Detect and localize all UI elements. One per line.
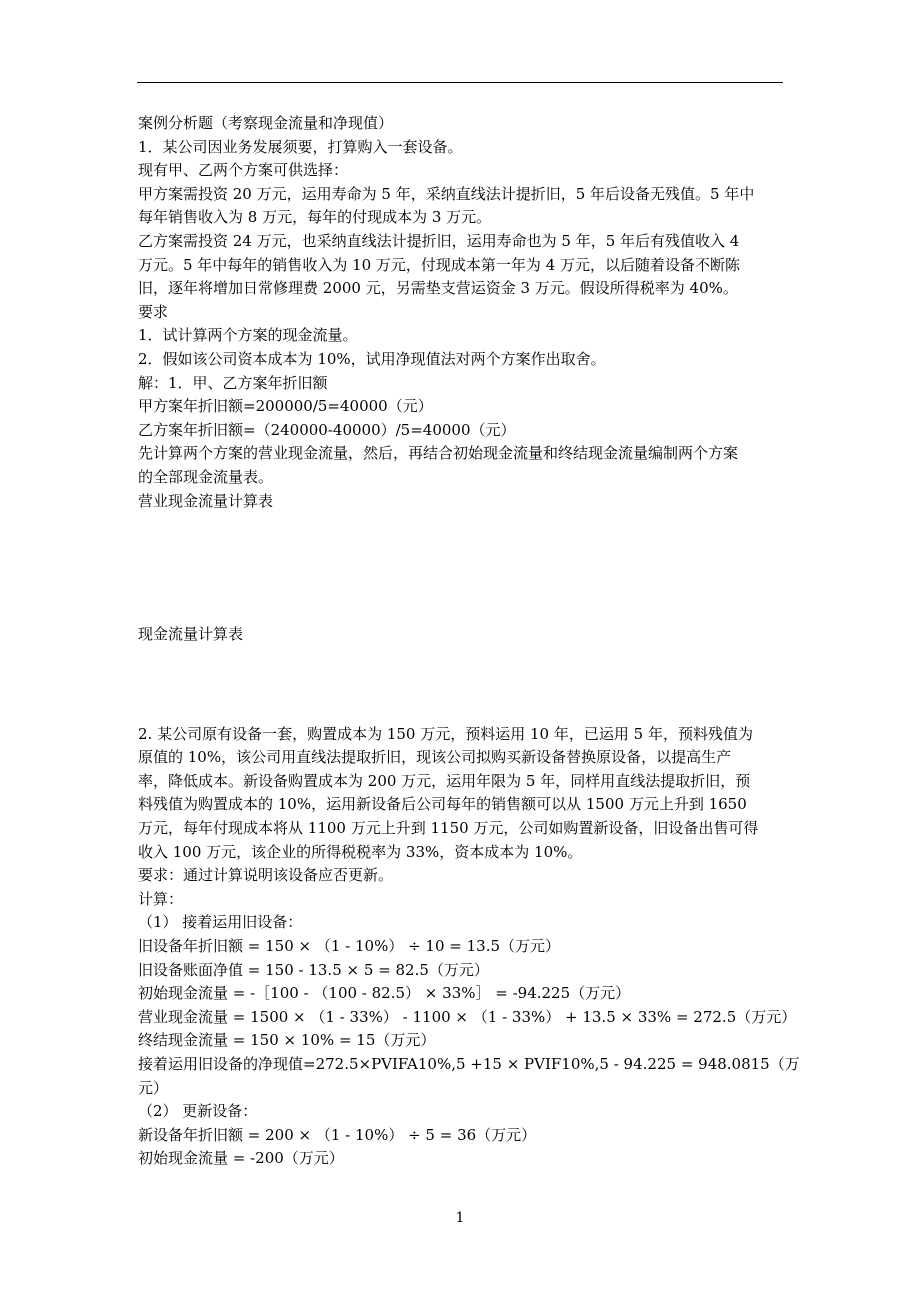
- text-line: 料残值为购置成本的 10%，运用新设备后公司每年的销售额可以从 1500 万元上升到 1650: [138, 795, 747, 814]
- text-line: 先计算两个方案的营业现金流量，然后，再结合初始现金流量和终结现金流量编制两个方案: [138, 444, 739, 463]
- table-caption: 营业现金流量计算表: [138, 491, 274, 510]
- text-line: 甲方案需投资 20 万元，运用寿命为 5 年，采纳直线法计提折旧，5 年后设备无残值。5 年中: [138, 184, 755, 203]
- missing-table-space: [138, 647, 803, 723]
- formula-line: 终结现金流量 = 150 × 10% = 15（万元）: [138, 1031, 436, 1050]
- formula-line: 乙方案年折旧额=（240000-40000）/5=40000（元）: [138, 420, 516, 439]
- subsection-heading: （1） 接着运用旧设备：: [138, 913, 303, 932]
- formula-line: 新设备年折旧额 = 200 × （1 - 10%） ÷ 5 = 36（万元）: [138, 1125, 537, 1144]
- formula-line: 接着运用旧设备的净现值=272.5×PVIFA10%,5 +15 × PVIF10%,5 - 94.225 = 948.0815（万: [138, 1055, 800, 1073]
- problem-1-statement: 1．某公司因业务发展须要，打算购入一套设备。: [138, 137, 463, 156]
- requirements-heading: 要求: [138, 302, 169, 321]
- text-line: 计算：: [138, 889, 184, 908]
- solution-heading: 解：1．甲、乙方案年折旧额: [138, 373, 328, 392]
- page-number: 1: [455, 1210, 465, 1226]
- text-line: 的全部现金流量表。: [138, 467, 274, 486]
- text-line: 率，降低成本。新设备购置成本为 200 万元，运用年限为 5 年，同样用直线法提取折旧，预: [138, 771, 751, 790]
- formula-line: 元）: [138, 1078, 169, 1097]
- text-line: 旧，逐年将增加日常修理费 2000 元，另需垫支营运资金 3 万元。假设所得税率为 40%。: [138, 279, 738, 298]
- text-line: 每年销售收入为 8 万元，每年的付现成本为 3 万元。: [138, 208, 492, 227]
- header-rule: [137, 82, 783, 83]
- formula-line: 甲方案年折旧额=200000/5=40000（元）: [138, 397, 433, 416]
- text-line: 收入 100 万元，该企业的所得税税率为 33%，资本成本为 10%。: [138, 842, 583, 861]
- text-line: 万元，每年付现成本将从 1100 万元上升到 1150 万元，公司如购置新设备，旧设备出售可得: [138, 819, 759, 838]
- section-title: 案例分析题（考察现金流量和净现值）: [138, 114, 394, 132]
- subsection-heading: （2） 更新设备：: [138, 1102, 258, 1121]
- formula-line: 初始现金流量 = -200（万元）: [138, 1149, 344, 1168]
- formula-line: 初始现金流量 = -［100 - （100 - 82.5） × 33%］ = -94.225（万元）: [138, 984, 631, 1003]
- missing-table-space: [138, 513, 803, 623]
- text-line: 原值的 10%，该公司用直线法提取折旧，现该公司拟购买新设备替换原设备，以提高生产: [138, 748, 732, 767]
- formula-line: 旧设备年折旧额 = 150 × （1 - 10%） ÷ 10 = 13.5（万元）: [138, 937, 561, 956]
- formula-line: 营业现金流量 = 1500 × （1 - 33%） - 1100 × （1 - 33%） + 13.5 × 33% = 272.5（万元）: [138, 1007, 797, 1026]
- document-body: [138, 112, 803, 1171]
- text-line: 万元。5 年中每年的销售收入为 10 万元，付现成本第一年为 4 万元，以后随着设备不断陈: [138, 255, 741, 274]
- text-line: 2．假如该公司资本成本为 10%，试用净现值法对两个方案作出取舍。: [138, 349, 606, 368]
- problem-2-statement: 2. 某公司原有设备一套，购置成本为 150 万元，预料运用 10 年，已运用 5 年，预料残值为: [138, 724, 753, 743]
- table-caption: 现金流量计算表: [138, 625, 244, 644]
- formula-line: 旧设备账面净值 = 150 - 13.5 × 5 = 82.5（万元）: [138, 960, 489, 979]
- text-line: 1．试计算两个方案的现金流量。: [138, 326, 358, 345]
- text-line: 乙方案需投资 24 万元，也采纳直线法计提折旧，运用寿命也为 5 年，5 年后有残值收入 4: [138, 231, 740, 250]
- text-line: 现有甲、乙两个方案可供选择：: [138, 161, 349, 180]
- requirements-heading: 要求：通过计算说明该设备应否更新。: [138, 866, 394, 885]
